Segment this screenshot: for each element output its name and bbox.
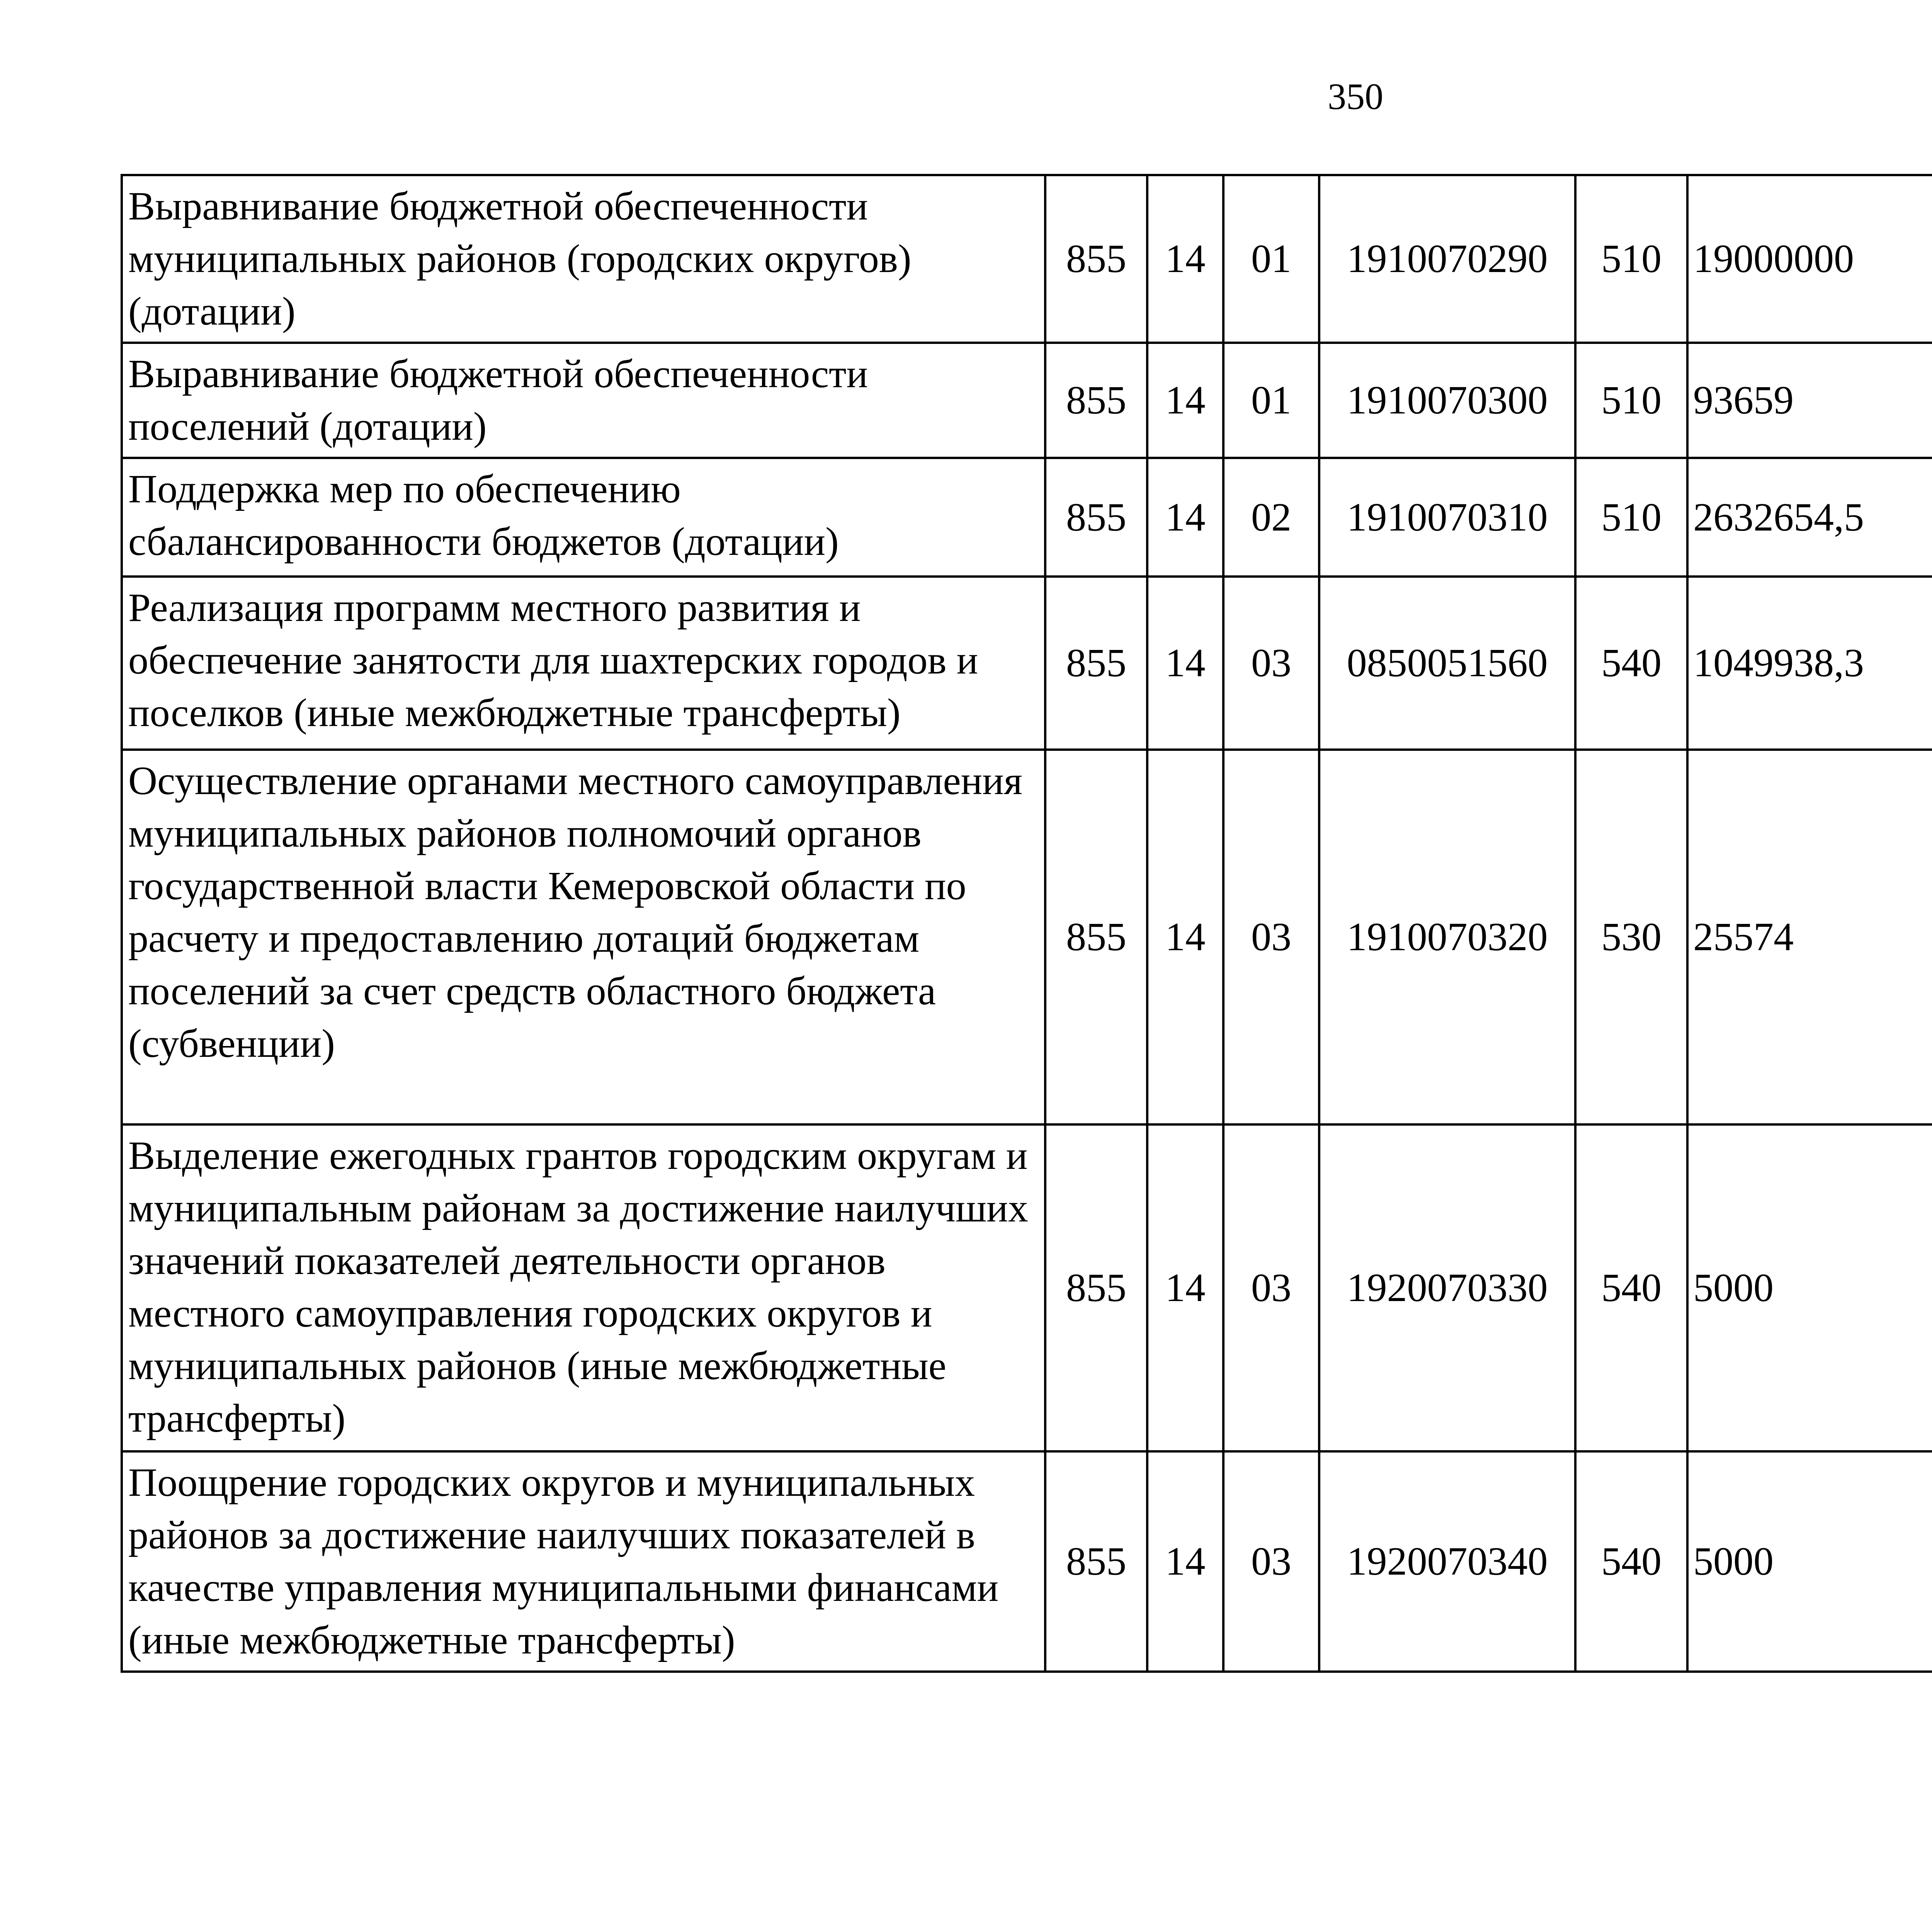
row-name: Выравнивание бюджетной обеспеченности поселений (дотации) xyxy=(122,343,1045,458)
section-code: 14 xyxy=(1147,1124,1223,1451)
budget-table xyxy=(121,174,1932,1673)
target-code: 1910070320 xyxy=(1319,750,1575,1124)
section-code: 14 xyxy=(1147,175,1223,343)
section-code: 14 xyxy=(1147,1451,1223,1672)
table-row xyxy=(122,343,1932,458)
expense-type-code: 510 xyxy=(1575,343,1687,458)
subsection-code: 03 xyxy=(1223,1124,1319,1451)
sum-year-1: 5000 xyxy=(1687,1124,1932,1451)
expense-type-code: 540 xyxy=(1575,1124,1687,1451)
row-name: Выделение ежегодных грантов городским округам и муниципальным районам за достижение наилучших значений показателей деятельности органов местного самоуправления городских округов и муниципальных районов (иные межбюджетные трансферты) xyxy=(122,1124,1045,1451)
row-name: Выравнивание бюджетной обеспеченности муниципальных районов (городских округов) (дотации) xyxy=(122,175,1045,343)
sum-year-1: 93659 xyxy=(1687,343,1932,458)
row-name: Поддержка мер по обеспечению сбалансированности бюджетов (дотации) xyxy=(122,458,1045,577)
ministry-code: 855 xyxy=(1045,175,1147,343)
row-name: Осуществление органами местного самоуправления муниципальных районов полномочий органов государственной власти Кемеровской области по расчету и предоставлению дотаций бюджетам поселений за счет средств областного бюджета (субвенции) xyxy=(122,750,1045,1124)
expense-type-code: 540 xyxy=(1575,1451,1687,1672)
expense-type-code: 530 xyxy=(1575,750,1687,1124)
table-row xyxy=(122,175,1932,343)
ministry-code: 855 xyxy=(1045,1124,1147,1451)
target-code: 1910070300 xyxy=(1319,343,1575,458)
section-code: 14 xyxy=(1147,577,1223,750)
ministry-code: 855 xyxy=(1045,458,1147,577)
target-code: 1920070340 xyxy=(1319,1451,1575,1672)
subsection-code: 01 xyxy=(1223,175,1319,343)
ministry-code: 855 xyxy=(1045,577,1147,750)
expense-type-code: 540 xyxy=(1575,577,1687,750)
table-row xyxy=(122,458,1932,577)
ministry-code: 855 xyxy=(1045,343,1147,458)
sum-year-1: 2632654,5 xyxy=(1687,458,1932,577)
row-name: Реализация программ местного развития и обеспечение занятости для шахтерских городов и поселков (иные межбюджетные трансферты) xyxy=(122,577,1045,750)
subsection-code: 01 xyxy=(1223,343,1319,458)
expense-type-code: 510 xyxy=(1575,175,1687,343)
target-code: 1910070290 xyxy=(1319,175,1575,343)
section-code: 14 xyxy=(1147,458,1223,577)
table-row xyxy=(122,577,1932,750)
expense-type-code: 510 xyxy=(1575,458,1687,577)
target-code: 1920070330 xyxy=(1319,1124,1575,1451)
ministry-code: 855 xyxy=(1045,1451,1147,1672)
row-name: Поощрение городских округов и муниципальных районов за достижение наилучших показателей в качестве управления муниципальными финансами (иные межбюджетные трансферты) xyxy=(122,1451,1045,1672)
sum-year-1: 1049938,3 xyxy=(1687,577,1932,750)
subsection-code: 03 xyxy=(1223,750,1319,1124)
table-row xyxy=(122,1451,1932,1672)
target-code: 1910070310 xyxy=(1319,458,1575,577)
sum-year-1: 25574 xyxy=(1687,750,1932,1124)
subsection-code: 02 xyxy=(1223,458,1319,577)
target-code: 0850051560 xyxy=(1319,577,1575,750)
section-code: 14 xyxy=(1147,343,1223,458)
sum-year-1: 5000 xyxy=(1687,1451,1932,1672)
ministry-code: 855 xyxy=(1045,750,1147,1124)
subsection-code: 03 xyxy=(1223,1451,1319,1672)
table-row xyxy=(122,750,1932,1124)
section-code: 14 xyxy=(1147,750,1223,1124)
subsection-code: 03 xyxy=(1223,577,1319,750)
sum-year-1: 19000000 xyxy=(1687,175,1932,343)
table-row xyxy=(122,1124,1932,1451)
page-number: 350 xyxy=(1328,76,1383,117)
